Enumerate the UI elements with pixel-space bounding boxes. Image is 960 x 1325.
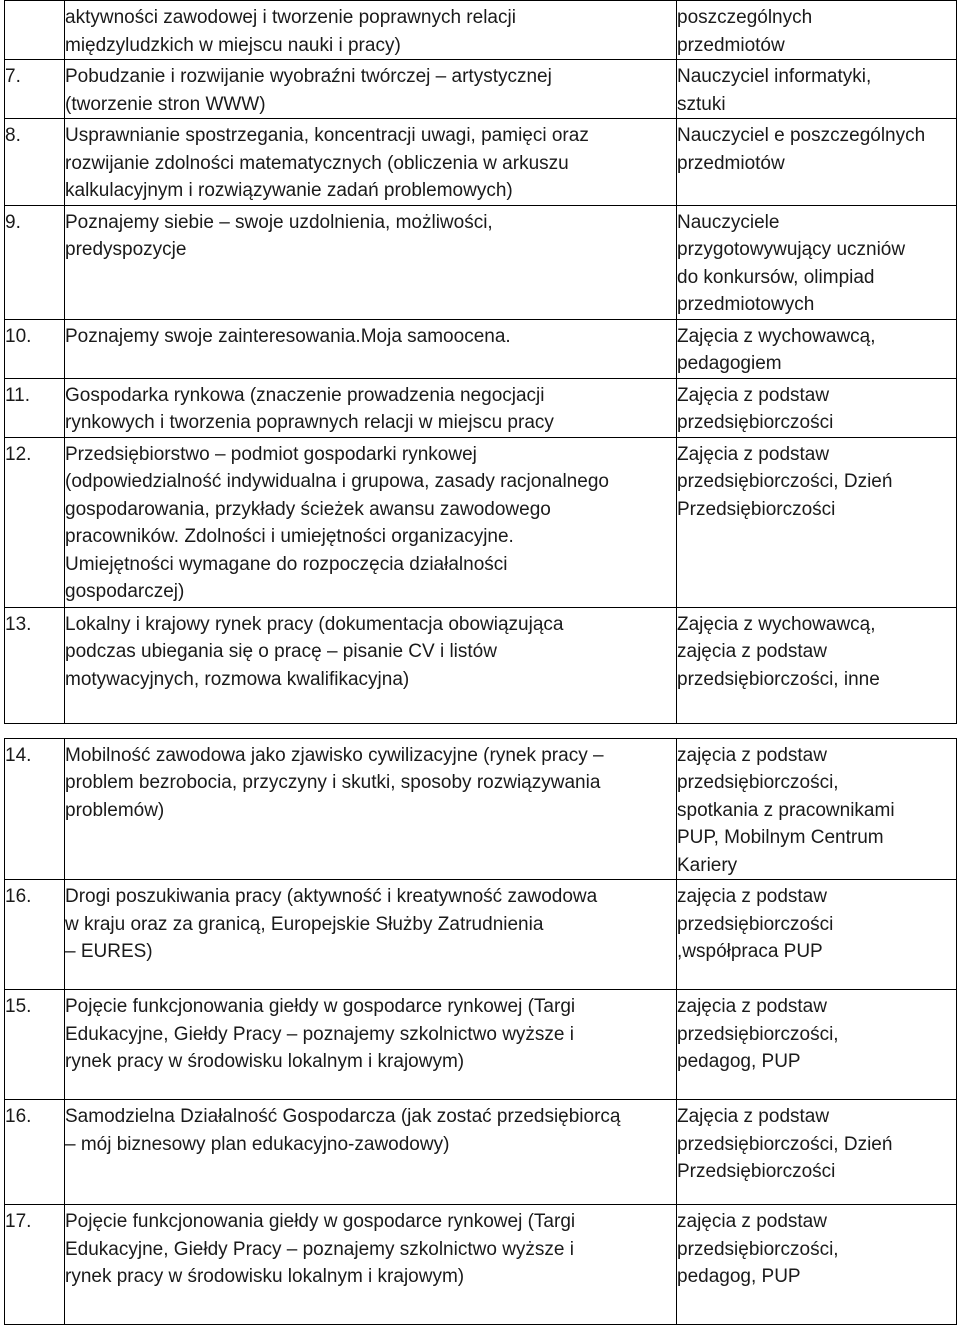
responsible-cell — [677, 205, 957, 319]
topic-text-line: – EURES) — [65, 938, 676, 966]
topic-text-line: Poznajemy siebie – swoje uzdolnienia, możliwości, — [65, 209, 676, 237]
row-number: 16. — [5, 1100, 65, 1205]
topic-cell — [65, 1100, 677, 1205]
topic-text-line: – mój biznesowy plan edukacyjno-zawodowy) — [65, 1131, 676, 1159]
topic-cell — [65, 378, 677, 437]
responsible-text-line: przedsiębiorczości, Dzień — [677, 1131, 956, 1159]
responsible-cell — [677, 60, 957, 119]
responsible-text-line: Przedsiębiorczości — [677, 1158, 956, 1186]
topic-text-line: Edukacyjne, Giełdy Pracy – poznajemy szkolnictwo wyższe i — [65, 1021, 676, 1049]
topic-cell — [65, 607, 677, 723]
responsible-text-line: zajęcia z podstaw — [677, 638, 956, 666]
responsible-text-line: poszczególnych — [677, 4, 956, 32]
topic-cell — [65, 880, 677, 990]
responsible-text-line: do konkursów, olimpiad — [677, 264, 956, 292]
topic-text-line: motywacyjnych, rozmowa kwalifikacyjna) — [65, 666, 676, 694]
topic-text-line: Edukacyjne, Giełdy Pracy – poznajemy szkolnictwo wyższe i — [65, 1236, 676, 1264]
responsible-text-line: Kariery — [677, 852, 956, 880]
topic-text-line: Drogi poszukiwania pracy (aktywność i kreatywność zawodowa — [65, 883, 676, 911]
topic-cell — [65, 1205, 677, 1325]
row-number: 14. — [5, 738, 65, 880]
responsible-text-line: przedsiębiorczości, — [677, 1021, 956, 1049]
responsible-text-line: Zajęcia z podstaw — [677, 1103, 956, 1131]
responsible-cell — [677, 1205, 957, 1325]
responsible-text-line: Zajęcia z podstaw — [677, 441, 956, 469]
topic-text-line: rynek pracy w środowisku lokalnym i krajowym) — [65, 1048, 676, 1076]
topic-text-line: Poznajemy swoje zainteresowania.Moja samoocena. — [65, 323, 676, 351]
topic-text-line: (odpowiedzialność indywidualna i grupowa, zasady racjonalnego — [65, 468, 676, 496]
table-row — [5, 378, 957, 437]
table-row — [5, 319, 957, 378]
topic-text-line: w kraju oraz za granicą, Europejskie Służby Zatrudnienia — [65, 911, 676, 939]
topic-text-line: kalkulacyjnym i rozwiązywanie zadań problemowych) — [65, 177, 676, 205]
responsible-text-line: PUP, Mobilnym Centrum — [677, 824, 956, 852]
row-number: 9. — [5, 205, 65, 319]
responsible-cell — [677, 880, 957, 990]
topic-text-line: Umiejętności wymagane do rozpoczęcia działalności — [65, 551, 676, 579]
topic-cell — [65, 319, 677, 378]
row-number: 12. — [5, 437, 65, 607]
row-number — [5, 1, 65, 60]
table-row — [5, 607, 957, 723]
topic-text-line: rynek pracy w środowisku lokalnym i krajowym) — [65, 1263, 676, 1291]
responsible-text-line: ,współpraca PUP — [677, 938, 956, 966]
topic-text-line: Gospodarka rynkowa (znaczenie prowadzenia negocjacji — [65, 382, 676, 410]
row-number: 15. — [5, 990, 65, 1100]
responsible-text-line: przedsiębiorczości, Dzień — [677, 468, 956, 496]
topic-text-line: gospodarczej) — [65, 578, 676, 606]
topic-cell — [65, 119, 677, 206]
topic-text-line: problemów) — [65, 797, 676, 825]
topic-text-line: Mobilność zawodowa jako zjawisko cywilizacyjne (rynek pracy – — [65, 742, 676, 770]
program-table-part-1 — [4, 0, 957, 724]
program-table-part-2 — [4, 738, 957, 1325]
responsible-text-line: zajęcia z podstaw — [677, 1208, 956, 1236]
table-row — [5, 1, 957, 60]
row-number: 10. — [5, 319, 65, 378]
responsible-cell — [677, 738, 957, 880]
topic-cell — [65, 738, 677, 880]
responsible-text-line: przygotowywujący uczniów — [677, 236, 956, 264]
responsible-text-line: przedsiębiorczości — [677, 409, 956, 437]
responsible-text-line: zajęcia z podstaw — [677, 742, 956, 770]
responsible-cell — [677, 607, 957, 723]
responsible-cell — [677, 1, 957, 60]
responsible-text-line: Nauczyciel informatyki, — [677, 63, 956, 91]
responsible-text-line: pedagog, PUP — [677, 1048, 956, 1076]
responsible-text-line: sztuki — [677, 91, 956, 119]
responsible-cell — [677, 437, 957, 607]
topic-text-line: predyspozycje — [65, 236, 676, 264]
responsible-text-line: Nauczyciel e poszczególnych — [677, 122, 956, 150]
responsible-text-line: Zajęcia z wychowawcą, — [677, 323, 956, 351]
responsible-text-line: Przedsiębiorczości — [677, 496, 956, 524]
table-row — [5, 1100, 957, 1205]
table-row — [5, 60, 957, 119]
responsible-text-line: zajęcia z podstaw — [677, 883, 956, 911]
topic-text-line: Usprawnianie spostrzegania, koncentracji uwagi, pamięci oraz — [65, 122, 676, 150]
topic-text-line: Samodzielna Działalność Gospodarcza (jak zostać przedsiębiorcą — [65, 1103, 676, 1131]
responsible-text-line: Zajęcia z wychowawcą, — [677, 611, 956, 639]
topic-text-line: (tworzenie stron WWW) — [65, 91, 676, 119]
responsible-text-line: przedsiębiorczości — [677, 911, 956, 939]
topic-text-line: podczas ubiegania się o pracę – pisanie CV i listów — [65, 638, 676, 666]
responsible-text-line: pedagog, PUP — [677, 1263, 956, 1291]
topic-text-line: rynkowych i tworzenia poprawnych relacji w miejscu pracy — [65, 409, 676, 437]
responsible-text-line: Nauczyciele — [677, 209, 956, 237]
topic-text-line: pracowników. Zdolności i umiejętności organizacyjne. — [65, 523, 676, 551]
responsible-cell — [677, 990, 957, 1100]
row-number: 13. — [5, 607, 65, 723]
topic-cell — [65, 990, 677, 1100]
responsible-text-line: Zajęcia z podstaw — [677, 382, 956, 410]
responsible-cell — [677, 319, 957, 378]
topic-text-line: problem bezrobocia, przyczyny i skutki, sposoby rozwiązywania — [65, 769, 676, 797]
row-number: 16. — [5, 880, 65, 990]
table-row — [5, 119, 957, 206]
responsible-cell — [677, 119, 957, 206]
table-row — [5, 880, 957, 990]
responsible-text-line: pedagogiem — [677, 350, 956, 378]
topic-text-line: Pojęcie funkcjonowania giełdy w gospodarce rynkowej (Targi — [65, 1208, 676, 1236]
table-gap — [4, 724, 956, 738]
table-row — [5, 437, 957, 607]
responsible-text-line: spotkania z pracownikami — [677, 797, 956, 825]
responsible-text-line: przedmiotów — [677, 150, 956, 178]
topic-text-line: gospodarowania, przykłady ścieżek awansu zawodowego — [65, 496, 676, 524]
row-number: 8. — [5, 119, 65, 206]
topic-cell — [65, 205, 677, 319]
topic-text-line: Przedsiębiorstwo – podmiot gospodarki rynkowej — [65, 441, 676, 469]
topic-text-line: międzyludzkich w miejscu nauki i pracy) — [65, 32, 676, 60]
document-page — [4, 0, 956, 1325]
table-row — [5, 738, 957, 880]
topic-cell — [65, 1, 677, 60]
row-number: 17. — [5, 1205, 65, 1325]
table-row — [5, 1205, 957, 1325]
topic-cell — [65, 437, 677, 607]
responsible-text-line: zajęcia z podstaw — [677, 993, 956, 1021]
responsible-text-line: przedsiębiorczości, — [677, 769, 956, 797]
table-row — [5, 205, 957, 319]
responsible-text-line: przedmiotowych — [677, 291, 956, 319]
topic-text-line: Lokalny i krajowy rynek pracy (dokumentacja obowiązująca — [65, 611, 676, 639]
responsible-text-line: przedsiębiorczości, — [677, 1236, 956, 1264]
topic-text-line: Pojęcie funkcjonowania giełdy w gospodarce rynkowej (Targi — [65, 993, 676, 1021]
table-row — [5, 990, 957, 1100]
responsible-text-line: przedsiębiorczości, inne — [677, 666, 956, 694]
responsible-cell — [677, 378, 957, 437]
topic-text-line: rozwijanie zdolności matematycznych (obliczenia w arkuszu — [65, 150, 676, 178]
topic-cell — [65, 60, 677, 119]
row-number: 11. — [5, 378, 65, 437]
responsible-cell — [677, 1100, 957, 1205]
row-number: 7. — [5, 60, 65, 119]
topic-text-line: aktywności zawodowej i tworzenie poprawnych relacji — [65, 4, 676, 32]
topic-text-line: Pobudzanie i rozwijanie wyobraźni twórczej – artystycznej — [65, 63, 676, 91]
responsible-text-line: przedmiotów — [677, 32, 956, 60]
